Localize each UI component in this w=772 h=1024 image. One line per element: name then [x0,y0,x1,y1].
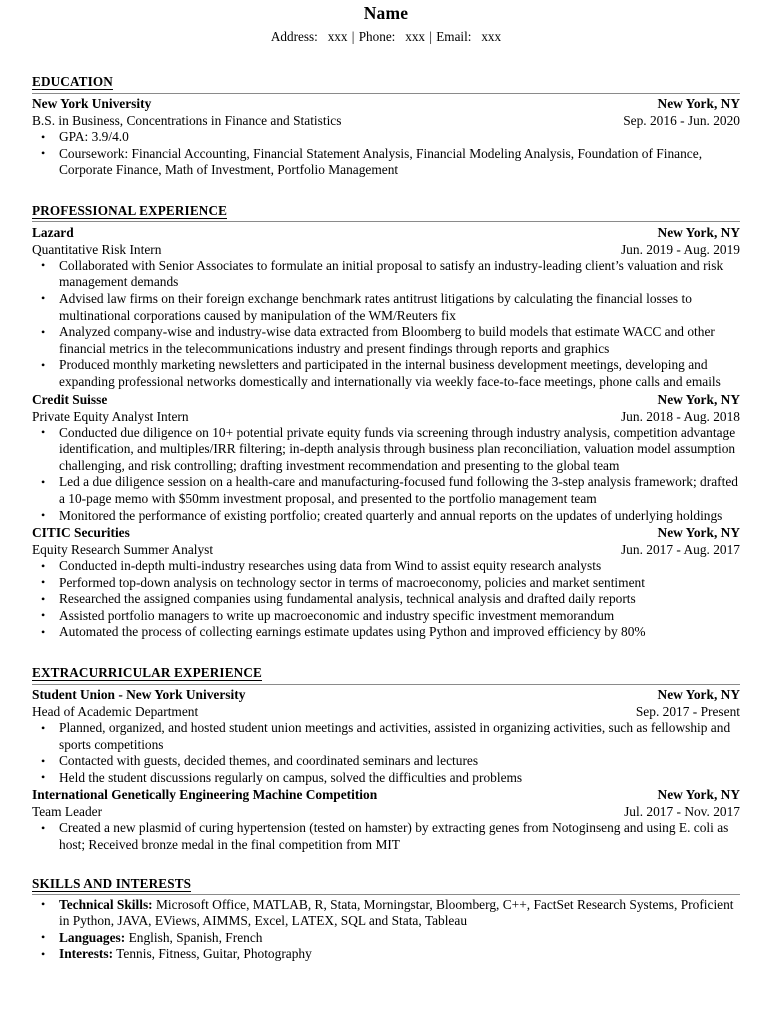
list-item: • Researched the assigned companies using fundamental analysis, technical analysis and drafted daily reports [32,591,740,608]
experience-entry [32,391,740,525]
email-value: xxx [481,29,502,44]
list-item: • Held the student discussions regularly on campus, solved the difficulties and problems [32,770,740,787]
education-degree: B.S. in Business, Concentrations in Finance and Statistics [32,113,342,128]
list-item: • GPA: 3.9/4.0 [32,129,740,146]
education-school: New York University [32,96,152,111]
section-skills-title-wrap [32,875,740,893]
section-title-skills-and-interests: SKILLS AND INTERESTS [32,875,192,891]
experience-entry-header [32,224,740,241]
section-divider-extracurricular-experience [32,684,740,685]
experience-entry [32,224,740,391]
skills-value: Tennis, Fitness, Guitar, Photography [116,946,312,962]
extracurricular-entry [32,786,740,853]
extracurricular-entry-sub [32,803,740,820]
education-location: New York, NY [657,96,740,111]
page-title: Name [363,3,409,23]
list-item: • Planned, organized, and hosted student union meetings and activities, assisted in organizing activities, such as fellowship and sports competitions [32,720,740,753]
extracurricular-entry-header [32,786,740,803]
section-divider-skills-and-interests [32,894,740,895]
section-education [32,73,740,179]
extracurricular-entry [32,686,740,786]
experience-role: Private Equity Analyst Intern [32,408,189,424]
experience-company: CITIC Securities [32,525,130,541]
extracurricular-bullets [32,820,740,853]
experience-entry-sub [32,408,740,425]
experience-bullets [32,558,740,641]
address-value: xxx [327,29,348,44]
email-label: Email: [436,29,472,44]
section-title-education: EDUCATION [32,74,113,89]
education-bullets [32,129,740,179]
skills-bullets [32,897,740,963]
list-item [32,897,740,930]
list-item: • Conducted due diligence on 10+ potential private equity funds via screening through industry analysis, competition advantage identification, and multiples/IRR filtering; in-depth analysis through business plan reconciliation, valuation model assumption challenging, and risk controlling; drafting investment recommendation and presenting to the global team [32,425,740,475]
experience-company: Lazard [32,224,74,240]
experience-dates: Jun. 2017 - Aug. 2017 [620,542,740,558]
list-item: • Coursework: Financial Accounting, Financial Statement Analysis, Financial Modeling Analysis, Foundation of Finance, Corporate Finance, Math of Investment, Portfolio Management [32,146,740,179]
extracurricular-bullets [32,720,740,786]
section-extracurricular-title-wrap [32,664,740,682]
extracurricular-org: Student Union - New York University [32,687,246,703]
extracurricular-location: New York, NY [657,687,740,703]
education-dates: Sep. 2016 - Jun. 2020 [623,113,740,128]
experience-bullets [32,258,740,391]
list-item: • Monitored the performance of existing portfolio; created quarterly and annual reports on the updates of underlying holdings [32,508,740,525]
list-item: • Advised law firms on their foreign exchange benchmark rates antitrust litigations by calculating the financial losses to multinational corporations caused by manipulation of the WM/Reuters fix [32,291,740,324]
experience-company: Credit Suisse [32,391,108,407]
experience-dates: Jun. 2018 - Aug. 2018 [620,408,740,424]
list-item [32,930,740,947]
education-entry-header [32,95,740,112]
experience-entry-sub [32,541,740,558]
section-divider-professional-experience [32,221,740,222]
list-item [32,946,740,963]
extracurricular-entry-sub [32,703,740,720]
extracurricular-role: Head of Academic Department [32,704,199,720]
extracurricular-location: New York, NY [657,787,740,803]
list-item: • Automated the process of collecting earnings estimate updates using Python and improved efficiency by 80% [32,624,740,641]
section-title-extracurricular-experience: EXTRACURRICULAR EXPERIENCE [32,665,262,681]
section-title-professional-experience: PROFESSIONAL EXPERIENCE [32,202,228,218]
list-item: • Analyzed company-wise and industry-wise data extracted from Bloomberg to build models that estimate WACC and other financial metrics in the telecommunications industry and present findings through reports and graphics [32,324,740,357]
contact-separator-2: | [429,29,432,44]
section-divider-education [32,93,740,94]
experience-role: Equity Research Summer Analyst [32,542,214,558]
experience-entry-header [32,524,740,541]
list-item: • Produced monthly marketing newsletters and participated in the internal business development meetings, developing and expanding professional networks domestically and internationally via weekly face-to-face meetings, phone calls and emails [32,357,740,390]
phone-value: xxx [405,29,426,44]
extracurricular-entry-header [32,686,740,703]
skills-label: Technical Skills: [59,896,153,912]
extracurricular-dates: Sep. 2017 - Present [635,704,740,720]
phone-label: Phone: [358,29,396,44]
skills-label: Interests: [59,946,114,962]
skills-value: English, Spanish, French [128,929,263,945]
list-item: • Conducted in-depth multi-industry researches using data from Wind to assist equity research analysts [32,558,740,575]
experience-dates: Jun. 2019 - Aug. 2019 [620,241,740,257]
education-entry-sub [32,112,740,129]
list-item: • Contacted with guests, decided themes, and coordinated seminars and lectures [32,753,740,770]
extracurricular-org: International Genetically Engineering Machine Competition [32,787,378,803]
experience-entry-header [32,391,740,408]
section-professional-title-wrap [32,202,740,220]
section-professional-experience [32,202,740,641]
experience-role: Quantitative Risk Intern [32,241,162,257]
contact-separator-1: | [351,29,355,44]
section-skills-and-interests [32,875,740,963]
experience-bullets [32,425,740,525]
extracurricular-dates: Jul. 2017 - Nov. 2017 [624,804,740,820]
skills-label: Languages: [59,929,126,945]
list-item: • Collaborated with Senior Associates to formulate an initial proposal to satisfy an industry-leading client’s valuation and risk management demands [32,258,740,291]
experience-location: New York, NY [657,224,740,240]
experience-location: New York, NY [657,391,740,407]
section-education-title-wrap [32,73,740,91]
experience-entry [32,524,740,641]
list-item: • Performed top-down analysis on technology sector in terms of macroeconomy, policies and market sentiment [32,575,740,592]
experience-location: New York, NY [657,525,740,541]
contact-line [32,28,740,46]
list-item: • Assisted portfolio managers to write up macroeconomic and industry specific investment memorandum [32,608,740,625]
list-item: • Created a new plasmid of curing hypertension (tested on hamster) by extracting genes from Notoginseng and using E. coli as host; Received bronze medal in the final competition from MIT [32,820,740,853]
experience-entry-sub [32,241,740,258]
extracurricular-role: Team Leader [32,804,103,820]
address-label: Address: [270,29,318,44]
skills-value: Microsoft Office, MATLAB, R, Stata, Morningstar, Bloomberg, C++, FactSet Research Systems, Proficient in Python, JAVA, EViews, AIMMS, Excel, LATEX, SQL and Stata, Tableau [59,896,734,929]
list-item: • Led a due diligence session on a health-care and manufacturing-focused fund following the 3-step analysis framework; drafted a 10-page memo with $50mm investment proposal, and presented to the portfolio management team [32,474,740,507]
section-extracurricular-experience [32,664,740,854]
resume-header [32,2,740,46]
